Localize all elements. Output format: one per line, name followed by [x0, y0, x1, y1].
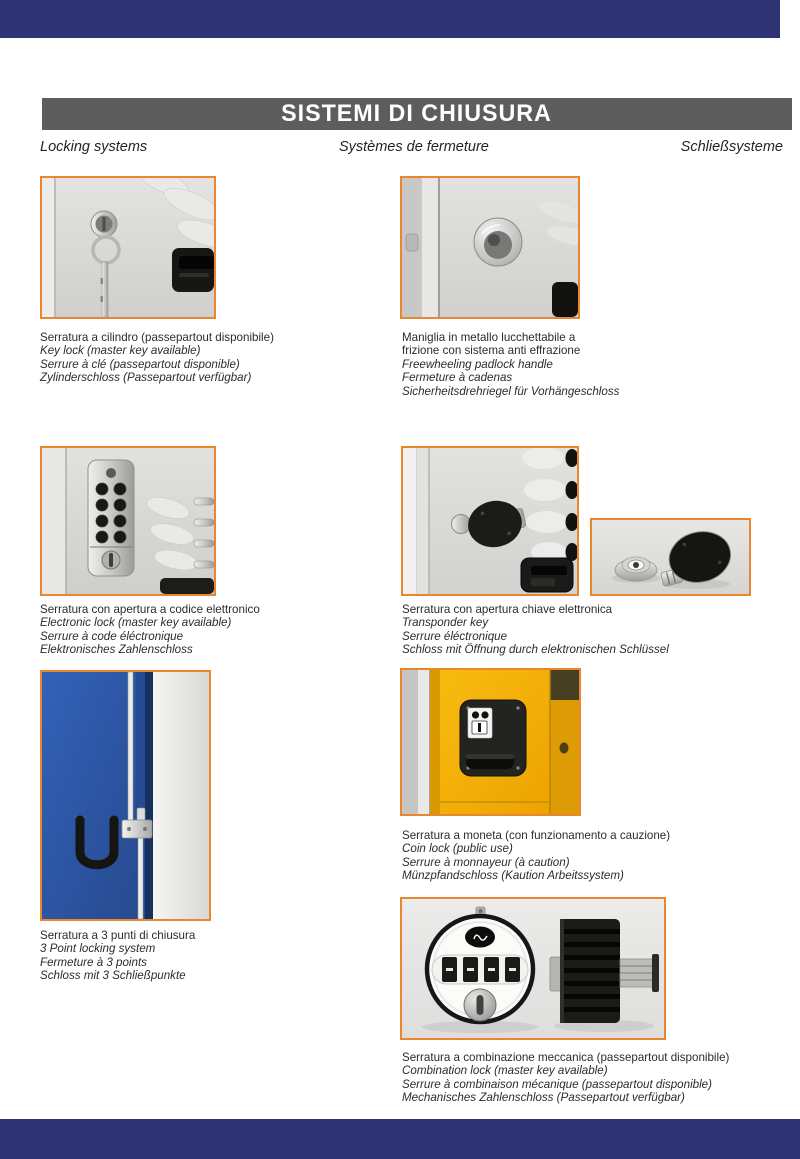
photo-transponder-key-detail — [590, 518, 751, 596]
padlock-handle-photo-illustration — [402, 178, 578, 317]
caption-three-point-lock — [40, 929, 390, 983]
caption-combination-lock — [402, 1051, 792, 1105]
caption-electronic-lock — [40, 603, 400, 657]
caption-line-it: Serratura con apertura chiave elettronica — [402, 603, 613, 616]
caption-line-en: Electronic lock (master key available) — [40, 616, 232, 630]
caption-line-it: Serratura con apertura a codice elettronico — [40, 603, 260, 616]
door-handle-icon — [172, 248, 214, 292]
subtitle-row — [40, 139, 783, 155]
caption-line-it: Maniglia in metallo lucchettabile a — [402, 331, 576, 344]
caption-line-en: Freewheeling padlock handle — [402, 357, 553, 371]
door-handle-icon — [160, 578, 214, 594]
photo-combination-lock — [400, 897, 666, 1040]
latch-mechanism-icon — [122, 820, 152, 838]
caption-line-en: Combination lock (master key available) — [402, 1064, 608, 1078]
caption-line-fr: Serrure à clé (passepartout disponible) — [40, 357, 240, 371]
top-accent-bar — [0, 0, 780, 38]
caption-line-de: Sicherheitsdrehriegel für Vorhängeschloss — [402, 384, 620, 398]
caption-line-fr: Fermeture à 3 points — [40, 955, 147, 969]
caption-line-en: Key lock (master key available) — [40, 344, 201, 358]
photo-transponder-lock — [401, 446, 579, 596]
transponder-key-detail-illustration — [592, 520, 749, 594]
caption-line-en: 3 Point locking system — [40, 942, 156, 956]
caption-coin-lock — [402, 829, 792, 883]
caption-line-de: Münzpfandschloss (Kaution Arbeitssystem) — [402, 869, 624, 883]
locking-rod-icon — [128, 672, 133, 822]
caption-line-it: Serratura a 3 punti di chiusura — [40, 929, 196, 942]
caption-line-en: Transponder key — [402, 616, 489, 630]
key-blade-icon — [102, 262, 108, 317]
section-title-bar — [42, 98, 792, 130]
caption-transponder-lock — [402, 603, 792, 657]
photo-electronic-lock — [40, 446, 216, 596]
photo-key-lock — [40, 176, 216, 319]
caption-line-de: Schloss mit Öffnung durch elektronischen Schlüssel — [402, 643, 669, 657]
combination-lock-photo-illustration — [402, 899, 664, 1038]
page-title: SISTEMI DI CHIUSURA — [281, 100, 553, 127]
key-lock-photo-illustration — [42, 178, 214, 317]
caption-line-de: Elektronisches Zahlenschloss — [40, 643, 193, 657]
photo-three-point-lock — [40, 670, 211, 921]
subtitle-systemes-de-fermeture: Systèmes de fermeture — [338, 139, 489, 155]
caption-line-fr: Serrure à monnayeur (à caution) — [402, 855, 570, 869]
caption-line-it: Serratura a cilindro (passepartout disponibile) — [40, 331, 274, 344]
caption-line-fr: Serrure éléctronique — [402, 629, 508, 643]
coin-lock-panel-icon — [460, 700, 526, 776]
caption-line-de: Mechanisches Zahlenschloss (Passepartout verfügbar) — [402, 1091, 685, 1105]
caption-padlock-handle — [402, 331, 782, 398]
caption-line-it: Serratura a combinazione meccanica (passepartout disponibile) — [402, 1051, 730, 1064]
caption-line-it2: frizione con sistema anti effrazione — [402, 344, 581, 358]
transponder-lock-photo-illustration — [403, 448, 577, 594]
subtitle-schliesssysteme: Schließsysteme — [680, 139, 783, 155]
caption-line-fr: Serrure à combinaison mécanique (passepartout disponible) — [402, 1077, 712, 1091]
bottom-accent-bar — [0, 1119, 800, 1159]
caption-key-lock — [40, 331, 390, 385]
electronic-lock-photo-illustration — [42, 448, 214, 594]
subtitle-locking-systems: Locking systems — [40, 139, 148, 155]
side-knob-icon — [560, 743, 569, 754]
caption-line-it: Serratura a moneta (con funzionamento a cauzione) — [402, 829, 671, 842]
caption-line-fr: Fermeture à cadenas — [402, 371, 513, 385]
coin-lock-photo-illustration — [402, 670, 579, 814]
handle-corner-icon — [552, 282, 578, 317]
caption-line-de: Zylinderschloss (Passepartout verfügbar) — [40, 371, 252, 385]
caption-line-fr: Serrure à code éléctronique — [40, 629, 184, 643]
photo-coin-lock — [400, 668, 581, 816]
photo-padlock-handle — [400, 176, 580, 319]
three-point-lock-photo-illustration — [42, 672, 209, 919]
caption-line-en: Coin lock (public use) — [402, 842, 513, 856]
caption-line-de: Schloss mit 3 Schließpunkte — [40, 969, 186, 983]
